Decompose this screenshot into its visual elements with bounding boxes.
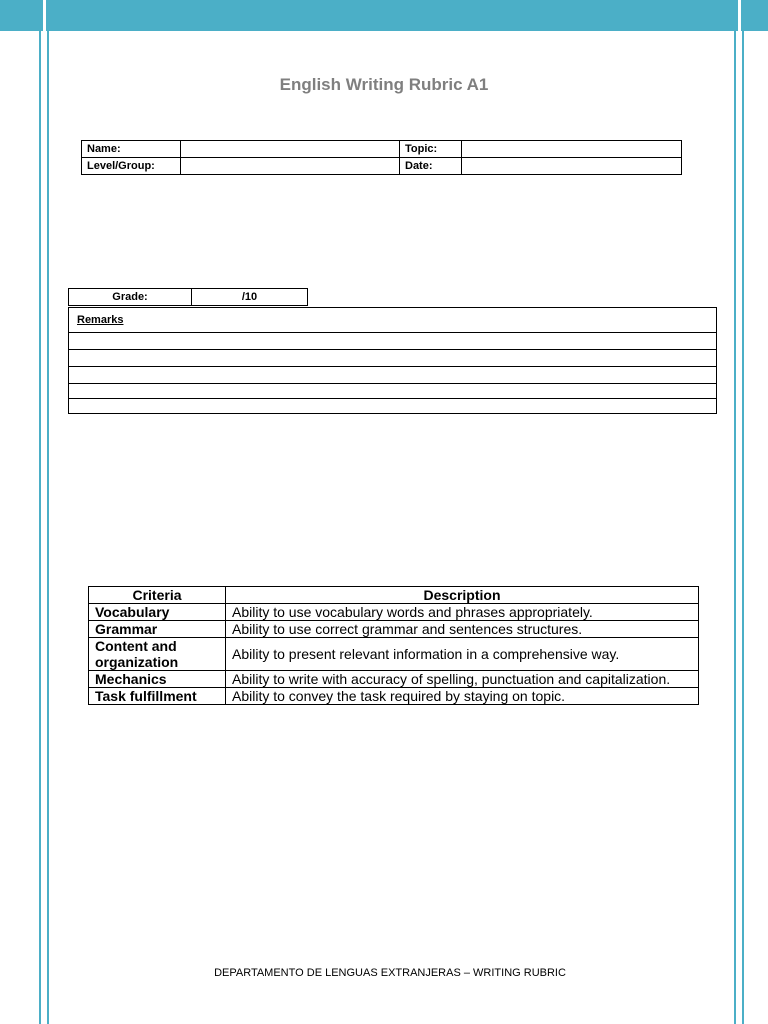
page-gap-left — [43, 0, 46, 31]
page-gap-right — [738, 0, 741, 31]
remarks-line — [69, 333, 717, 350]
remarks-line-field[interactable] — [69, 384, 717, 399]
page-footer: DEPARTAMENTO DE LENGUAS EXTRANJERAS – WRITING RUBRIC — [214, 967, 566, 979]
remarks-line-field[interactable] — [69, 367, 717, 384]
remarks-table — [68, 307, 717, 414]
right-border-outer — [742, 0, 744, 1024]
rubric-table — [88, 586, 699, 705]
page-title: English Writing Rubric A1 — [279, 75, 489, 94]
left-border-inner — [47, 0, 49, 1024]
remarks-line-field[interactable] — [69, 350, 717, 367]
level-group-field[interactable] — [181, 158, 400, 175]
table-row — [89, 671, 699, 688]
remarks-line — [69, 367, 717, 384]
remarks-line — [69, 350, 717, 367]
grade-field[interactable]: /10 — [192, 289, 308, 306]
criteria-header: Criteria — [89, 587, 226, 604]
table-row — [69, 289, 308, 306]
remarks-line — [69, 399, 717, 414]
table-row — [89, 604, 699, 621]
header-bar — [0, 0, 768, 31]
table-row — [89, 638, 699, 671]
table-row — [82, 141, 682, 158]
date-label: Date: — [400, 158, 462, 175]
name-field[interactable] — [181, 141, 400, 158]
criteria-cell: Task fulfillment — [89, 688, 226, 705]
criteria-cell: Mechanics — [89, 671, 226, 688]
grade-label: Grade: — [69, 289, 192, 306]
table-row — [69, 308, 717, 333]
table-row — [89, 621, 699, 638]
table-row — [82, 158, 682, 175]
rubric-header-row — [89, 587, 699, 604]
topic-field[interactable] — [462, 141, 682, 158]
description-cell: Ability to write with accuracy of spelling, punctuation and capitalization. — [226, 671, 699, 688]
table-row — [89, 688, 699, 705]
description-cell: Ability to use vocabulary words and phrases appropriately. — [226, 604, 699, 621]
topic-label: Topic: — [400, 141, 462, 158]
remarks-line-field[interactable] — [69, 399, 717, 414]
remarks-line-field[interactable] — [69, 333, 717, 350]
date-field[interactable] — [462, 158, 682, 175]
criteria-cell: Grammar — [89, 621, 226, 638]
description-cell: Ability to convey the task required by staying on topic. — [226, 688, 699, 705]
description-header: Description — [226, 587, 699, 604]
level-group-label: Level/Group: — [82, 158, 181, 175]
name-label: Name: — [82, 141, 181, 158]
student-info-table — [81, 140, 682, 175]
grade-table — [68, 288, 308, 306]
remarks-label: Remarks — [69, 308, 717, 333]
right-border-inner — [734, 0, 736, 1024]
remarks-line — [69, 384, 717, 399]
description-cell: Ability to use correct grammar and sentences structures. — [226, 621, 699, 638]
criteria-cell: Content and organization — [89, 638, 226, 671]
description-cell: Ability to present relevant information in a comprehensive way. — [226, 638, 699, 671]
criteria-cell: Vocabulary — [89, 604, 226, 621]
left-border-outer — [39, 0, 41, 1024]
